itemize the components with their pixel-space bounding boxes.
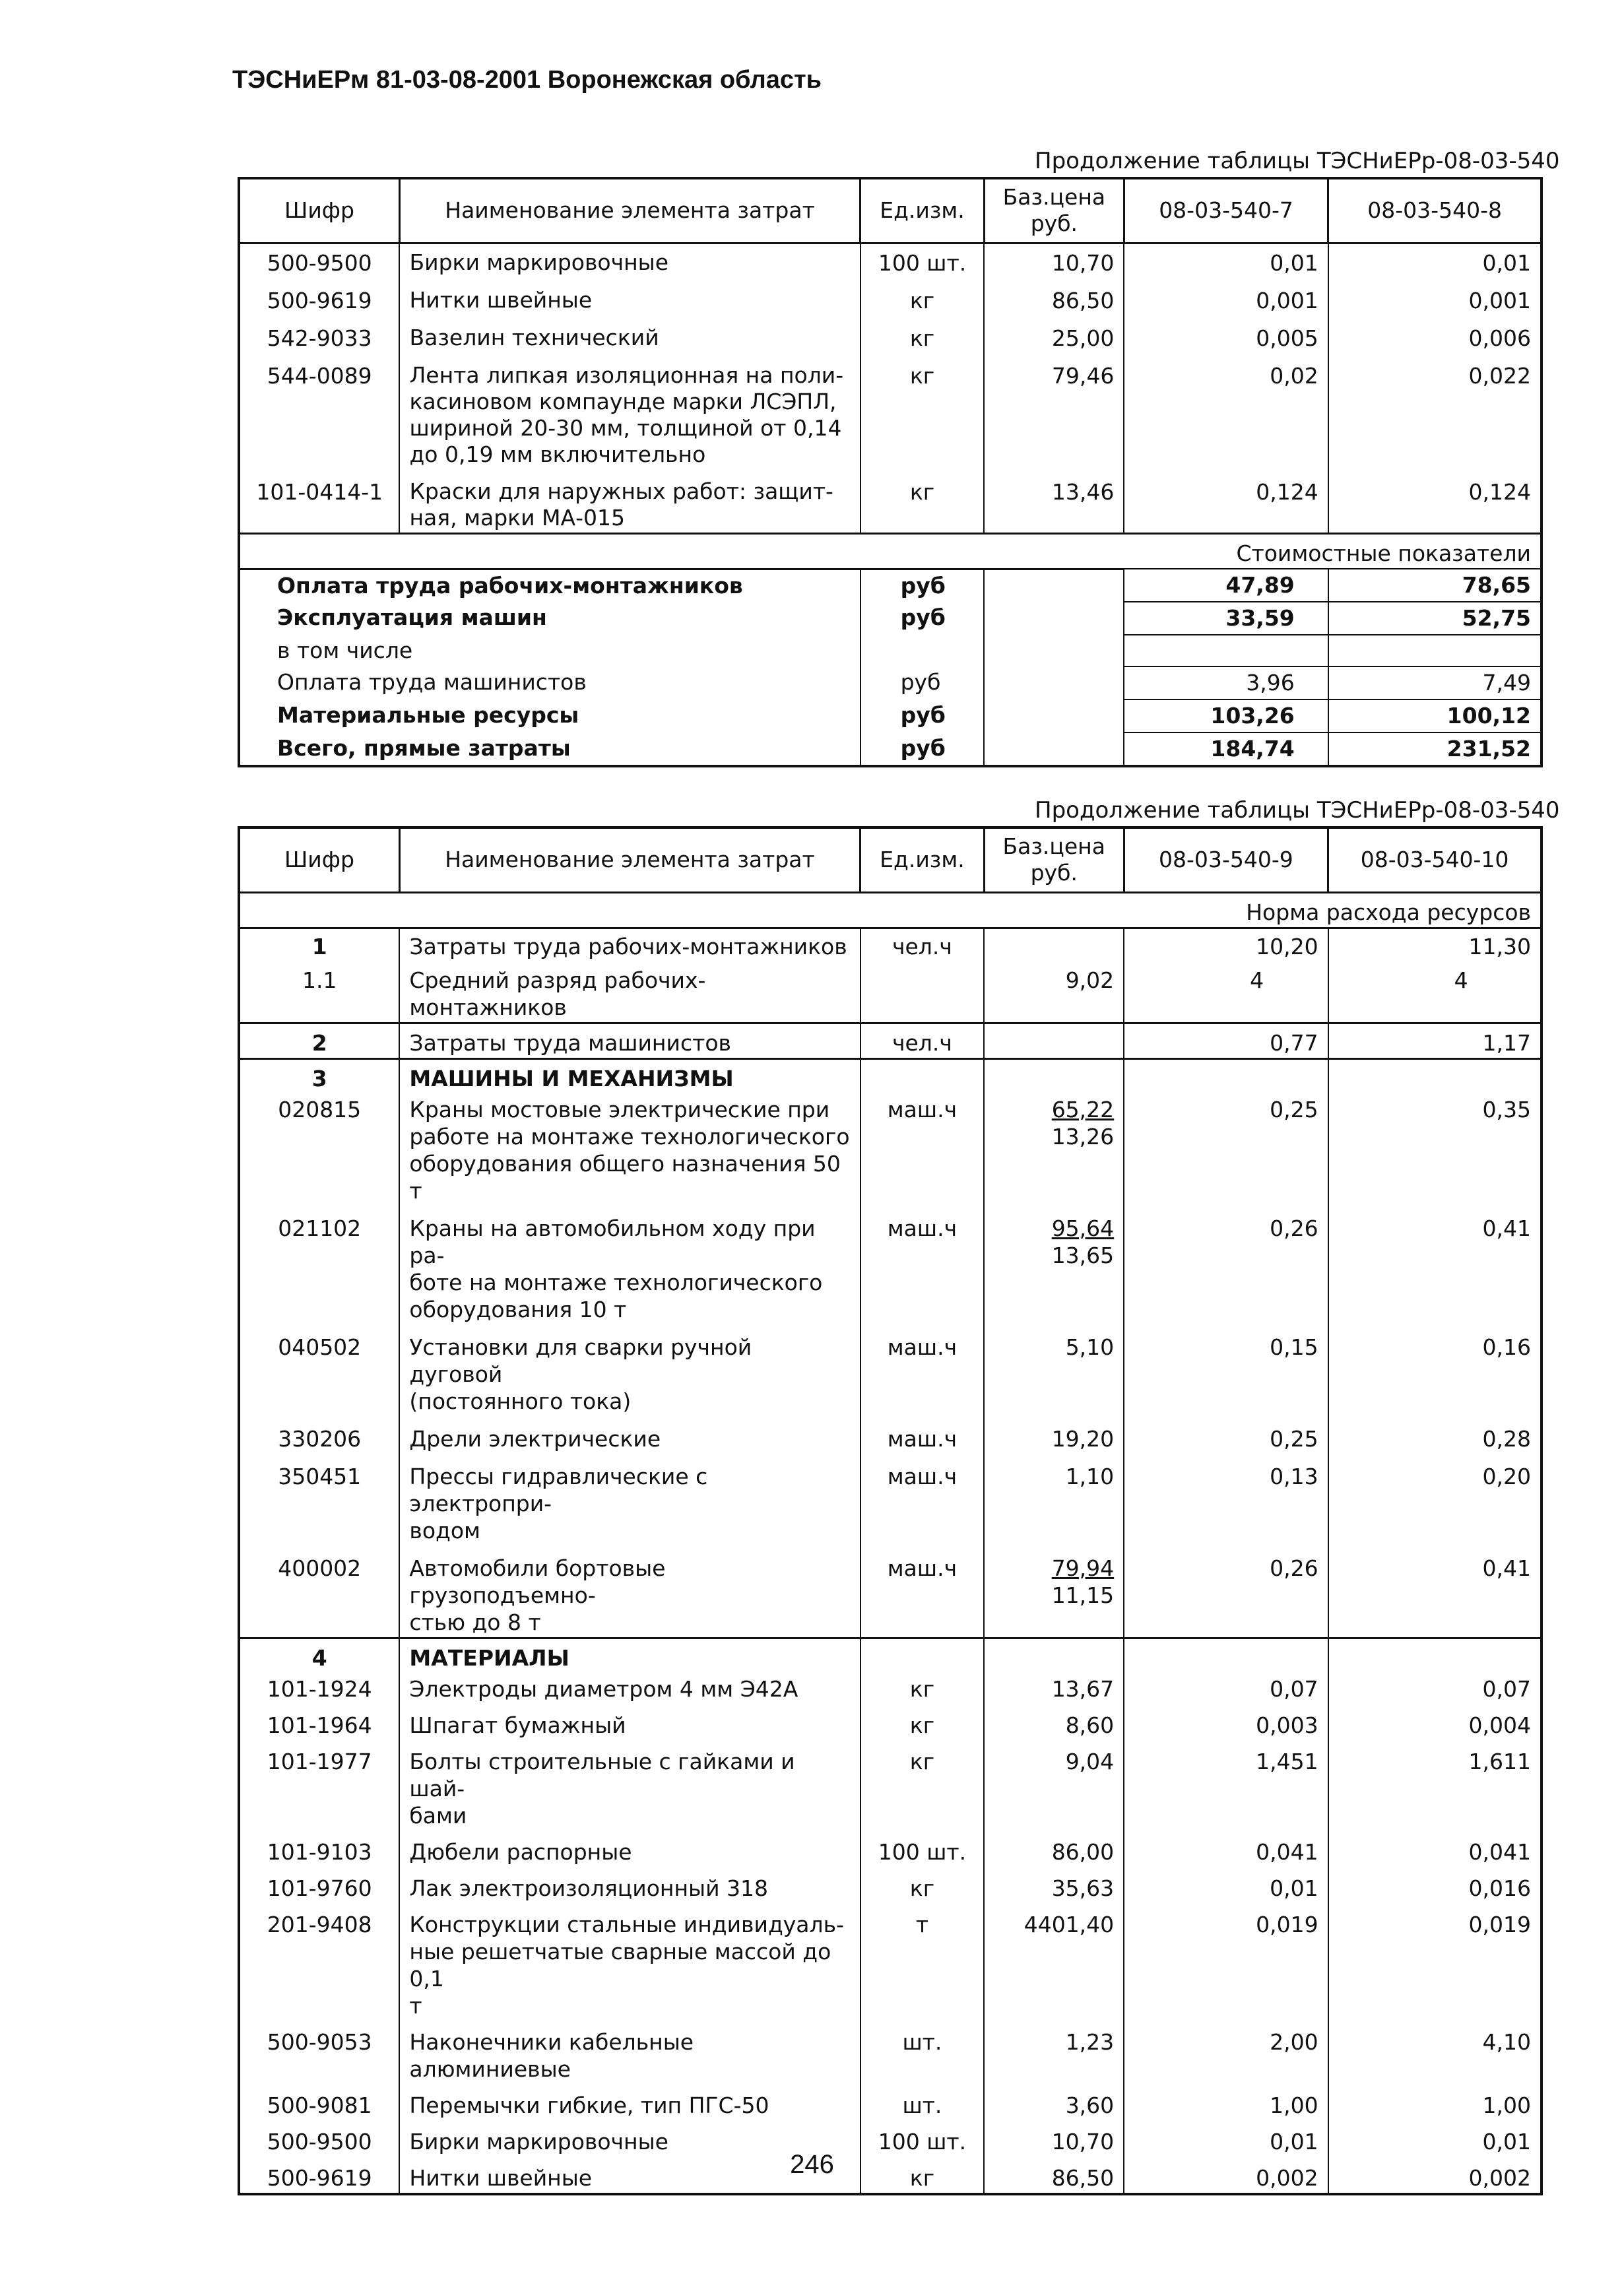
cell-unit: 100 шт. [861, 1831, 985, 1867]
cell-unit: маш.ч [861, 1206, 985, 1324]
cell-unit: кг [861, 2156, 985, 2194]
cell-value-2: 0,01 [1328, 243, 1542, 278]
cell-unit: чел.ч [861, 1023, 985, 1058]
cell-unit: маш.ч [861, 1545, 985, 1638]
cell-value-2: 0,004 [1328, 1704, 1542, 1740]
price-value: 13,67 [1051, 1675, 1115, 1702]
cell-unit: 100 шт. [861, 243, 985, 278]
table-row [239, 1867, 1542, 1903]
cell-unit: кг [861, 1673, 985, 1704]
col-name-header: Наименование элемента затрат [399, 827, 860, 892]
cell-name: Лента липкая изоляционная на поли- касиновом компаунде марки ЛСЭПЛ, шириной 20-30 мм, толщиной от 0,14 до 0,19 мм включительно [399, 353, 860, 469]
section-header-row [239, 1058, 1542, 1093]
cell-value-2: 0,41 [1328, 1206, 1542, 1324]
cell-name: Прессы гидравлические с электропри- водом [399, 1454, 860, 1545]
table2-caption: Продолжение таблицы ТЭСНиЕРр-08-03-540 [1035, 797, 1560, 824]
cell-unit: маш.ч [861, 1324, 985, 1416]
cost-name: Всего, прямые затраты [239, 732, 861, 766]
cell-value-1: 1,451 [1124, 1740, 1328, 1831]
cell-code: 544-0089 [239, 353, 399, 469]
cell-code: 500-9081 [239, 2084, 399, 2120]
cell-unit: 100 шт. [861, 2120, 985, 2156]
cell-value-2: 0,20 [1328, 1454, 1542, 1545]
cell-value-2: 11,30 [1328, 928, 1542, 961]
cell-price [984, 1416, 1124, 1454]
cell-value-2: 0,01 [1328, 2120, 1542, 2156]
cell-value-2: 4,10 [1328, 2021, 1542, 2084]
table1-header-row [239, 178, 1542, 243]
cell-name: Вазелин технический [399, 315, 860, 353]
cell-name: Средний разряд рабочих-монтажников [399, 961, 860, 1023]
col-code-header: Шифр [239, 827, 399, 892]
cell-code: 500-9619 [239, 278, 399, 315]
table-row [239, 928, 1542, 961]
cell-value-1: 0,26 [1124, 1545, 1328, 1638]
cost-row [239, 732, 1542, 766]
cost-price-empty [984, 635, 1124, 666]
cell-code: 1 [239, 928, 399, 961]
cost-value-2 [1328, 635, 1542, 666]
cell-name: Наконечники кабельные алюминиевые [399, 2021, 860, 2084]
cell-value-1: 0,001 [1124, 278, 1328, 315]
cell-unit: маш.ч [861, 1416, 985, 1454]
cost-price-empty [984, 666, 1124, 699]
cell-value-2: 4 [1328, 961, 1542, 1023]
cell-value-2: 0,07 [1328, 1673, 1542, 1704]
cell-unit: кг [861, 1740, 985, 1831]
cost-unit: руб [861, 732, 985, 766]
cell-name: Затраты труда машинистов [399, 1023, 860, 1058]
table-row [239, 1093, 1542, 1206]
price-value: 86,50 [1051, 2164, 1115, 2191]
cost-value-2: 100,12 [1328, 699, 1542, 732]
table1-caption: Продолжение таблицы ТЭСНиЕРр-08-03-540 [1035, 148, 1560, 174]
cost-row [239, 666, 1542, 699]
cell-name: Дрели электрические [399, 1416, 860, 1454]
price-value: 5,10 [1065, 1334, 1115, 1360]
cell-unit: кг [861, 469, 985, 534]
cell-value-1: 0,01 [1124, 243, 1328, 278]
cell-price [984, 1545, 1124, 1638]
cell-name: Автомобили бортовые грузоподъемно- стью до 8 т [399, 1545, 860, 1638]
cell-price [984, 1058, 1124, 1093]
cell-price [984, 1206, 1124, 1324]
cell-price: 10,70 [984, 243, 1124, 278]
cell-value-1 [1124, 1638, 1328, 1673]
table-row [239, 243, 1542, 278]
table1-cost-label-row [239, 533, 1542, 569]
cell-code: 1.1 [239, 961, 399, 1023]
cell-price [984, 1454, 1124, 1545]
cell-value-1: 0,124 [1124, 469, 1328, 534]
cell-unit [861, 1058, 985, 1093]
cell-price [984, 1638, 1124, 1673]
col-v2-header: 08-03-540-10 [1328, 827, 1542, 892]
price-value: 19,20 [1051, 1425, 1115, 1452]
cell-code: 500-9619 [239, 2156, 399, 2194]
cell-price [984, 1093, 1124, 1206]
cell-value-2: 0,022 [1328, 353, 1542, 469]
cost-price-empty [984, 569, 1124, 602]
cell-name: Лак электроизоляционный 318 [399, 1867, 860, 1903]
cell-value-2: 0,16 [1328, 1324, 1542, 1416]
cost-name: Материальные ресурсы [239, 699, 861, 732]
cost-indicators-label: Стоимостные показатели [239, 533, 1542, 569]
cost-price-empty [984, 732, 1124, 766]
table-row [239, 1903, 1542, 2021]
table-row [239, 1416, 1542, 1454]
cell-price [984, 2084, 1124, 2120]
cell-value-2: 1,00 [1328, 2084, 1542, 2120]
cell-value-1: 0,02 [1124, 353, 1328, 469]
cell-value-1: 2,00 [1124, 2021, 1328, 2084]
norm-label-row [239, 892, 1542, 928]
table-row [239, 1545, 1542, 1638]
cell-value-1: 0,01 [1124, 2120, 1328, 2156]
cell-value-1: 0,07 [1124, 1673, 1328, 1704]
table-row [239, 1206, 1542, 1324]
price-value: 1,10 [1065, 1463, 1115, 1489]
price-value: 10,70 [1051, 2128, 1115, 2155]
cell-value-1: 1,00 [1124, 2084, 1328, 2120]
cell-code: 350451 [239, 1454, 399, 1545]
price-value: 35,63 [1051, 1875, 1115, 1901]
table-row [239, 2084, 1542, 2120]
cell-unit: шт. [861, 2084, 985, 2120]
cell-unit: кг [861, 278, 985, 315]
cell-unit [861, 1638, 985, 1673]
col-unit-header: Ед.изм. [861, 827, 985, 892]
cell-name: Конструкции стальные индивидуаль- ные решетчатые сварные массой до 0,1 т [399, 1903, 860, 2021]
col-v1-header: 08-03-540-9 [1124, 827, 1328, 892]
cell-code: 101-1924 [239, 1673, 399, 1704]
page-number: 246 [790, 2150, 834, 2179]
cost-unit: руб [861, 569, 985, 602]
cell-code: 500-9500 [239, 243, 399, 278]
cell-price [984, 2021, 1124, 2084]
price-value: 79,94 [1051, 1555, 1115, 1581]
col-price-header: Баз.цена руб. [984, 827, 1124, 892]
cell-value-2: 0,35 [1328, 1093, 1542, 1206]
cost-value-1 [1124, 635, 1328, 666]
cell-code: 021102 [239, 1206, 399, 1324]
cell-name: Перемычки гибкие, тип ПГС-50 [399, 2084, 860, 2120]
cost-value-2: 231,52 [1328, 732, 1542, 766]
cell-price [984, 1673, 1124, 1704]
cell-value-2: 0,041 [1328, 1831, 1542, 1867]
cell-value-1: 0,26 [1124, 1206, 1328, 1324]
cell-code: 4 [239, 1638, 399, 1673]
cell-price: 25,00 [984, 315, 1124, 353]
table-row [239, 1704, 1542, 1740]
norm-label: Норма расхода ресурсов [239, 892, 1542, 928]
cell-unit: маш.ч [861, 1093, 985, 1206]
table-row [239, 1023, 1542, 1058]
cell-name: Шпагат бумажный [399, 1704, 860, 1740]
cell-name: МАШИНЫ И МЕХАНИЗМЫ [399, 1058, 860, 1093]
price-value: 65,22 [1051, 1096, 1115, 1122]
cost-value-1: 33,59 [1124, 602, 1328, 635]
page-header: ТЭСНиЕРм 81-03-08-2001 Воронежская область [232, 66, 822, 94]
col-unit-header: Ед.изм. [861, 178, 985, 243]
table-row [239, 1673, 1542, 1704]
price-operator-wage: 13,26 [1051, 1123, 1115, 1150]
cell-value-1: 0,77 [1124, 1023, 1328, 1058]
cell-code: 040502 [239, 1324, 399, 1416]
col-name-header: Наименование элемента затрат [399, 178, 860, 243]
cell-unit: т [861, 1903, 985, 2021]
cell-price [984, 1704, 1124, 1740]
table-row [239, 1740, 1542, 1831]
cell-value-1: 10,20 [1124, 928, 1328, 961]
cell-value-2: 0,28 [1328, 1416, 1542, 1454]
cost-price-empty [984, 699, 1124, 732]
table2-header-row [239, 827, 1542, 892]
cell-name: Затраты труда рабочих-монтажников [399, 928, 860, 961]
cost-value-2: 78,65 [1328, 569, 1542, 602]
cell-name: Краны мостовые электрические при работе на монтаже технологического оборудования общего назначения 50 т [399, 1093, 860, 1206]
price-value: 3,60 [1065, 2092, 1115, 2118]
table-row [239, 1831, 1542, 1867]
cell-price [984, 961, 1124, 1023]
cost-value-1: 184,74 [1124, 732, 1328, 766]
cell-code: 020815 [239, 1093, 399, 1206]
col-code-header: Шифр [239, 178, 399, 243]
cost-row [239, 569, 1542, 602]
cell-value-1: 0,019 [1124, 1903, 1328, 2021]
cell-value-1: 0,13 [1124, 1454, 1328, 1545]
cell-unit: шт. [861, 2021, 985, 2084]
cell-price [984, 1324, 1124, 1416]
cell-value-1: 4 [1124, 961, 1328, 1023]
cost-name: в том числе [239, 635, 861, 666]
resource-table-1 [238, 177, 1543, 767]
price-value: 86,00 [1051, 1838, 1115, 1865]
cell-price: 13,46 [984, 469, 1124, 534]
cell-name: МАТЕРИАЛЫ [399, 1638, 860, 1673]
cell-price [984, 1831, 1124, 1867]
cost-value-1: 47,89 [1124, 569, 1328, 602]
cell-value-2: 0,019 [1328, 1903, 1542, 2021]
cell-code: 201-9408 [239, 1903, 399, 2021]
cell-name: Нитки швейные [399, 278, 860, 315]
price-value: 8,60 [1065, 1712, 1115, 1738]
cell-value-2: 0,002 [1328, 2156, 1542, 2194]
cell-value-1: 0,15 [1124, 1324, 1328, 1416]
cell-value-1: 0,005 [1124, 315, 1328, 353]
cost-value-1: 103,26 [1124, 699, 1328, 732]
table-row [239, 469, 1542, 534]
cell-code: 500-9053 [239, 2021, 399, 2084]
price-value: 95,64 [1051, 1215, 1115, 1241]
cost-name: Оплата труда машинистов [239, 666, 861, 699]
cell-value-1: 0,041 [1124, 1831, 1328, 1867]
cell-code: 330206 [239, 1416, 399, 1454]
table-row [239, 1324, 1542, 1416]
col-price-header: Баз.цена руб. [984, 178, 1124, 243]
cell-price [984, 1903, 1124, 2021]
cell-value-2 [1328, 1638, 1542, 1673]
cell-code: 101-9103 [239, 1831, 399, 1867]
cell-value-2: 1,17 [1328, 1023, 1542, 1058]
cell-code: 101-0414-1 [239, 469, 399, 534]
cell-value-2: 0,124 [1328, 469, 1542, 534]
cell-price [984, 1740, 1124, 1831]
cell-name: Установки для сварки ручной дуговой (постоянного тока) [399, 1324, 860, 1416]
price-value: 9,02 [1065, 967, 1115, 993]
cost-row [239, 635, 1542, 666]
col-v2-header: 08-03-540-8 [1328, 178, 1542, 243]
cell-code: 3 [239, 1058, 399, 1093]
cell-price [984, 1023, 1124, 1058]
cost-unit [861, 635, 985, 666]
cell-name: Краны на автомобильном ходу при ра- боте на монтаже технологического оборудования 10 т [399, 1206, 860, 1324]
cell-value-1: 0,002 [1124, 2156, 1328, 2194]
cell-price: 79,46 [984, 353, 1124, 469]
cell-unit: кг [861, 353, 985, 469]
cost-value-2: 7,49 [1328, 666, 1542, 699]
cost-unit: руб [861, 666, 985, 699]
cost-row [239, 699, 1542, 732]
table-row [239, 1454, 1542, 1545]
cell-value-1: 0,25 [1124, 1093, 1328, 1206]
section-header-row [239, 1638, 1542, 1673]
cell-code: 500-9500 [239, 2120, 399, 2156]
cell-value-2: 0,001 [1328, 278, 1542, 315]
cell-name: Краски для наружных работ: защит- ная, марки МА-015 [399, 469, 860, 534]
table-row [239, 2021, 1542, 2084]
cost-name: Оплата труда рабочих-монтажников [239, 569, 861, 602]
price-value: 9,04 [1065, 1748, 1115, 1774]
cost-value-2: 52,75 [1328, 602, 1542, 635]
table-row [239, 278, 1542, 315]
cell-code: 101-9760 [239, 1867, 399, 1903]
cell-code: 101-1977 [239, 1740, 399, 1831]
table-row [239, 961, 1542, 1023]
cell-name: Дюбели распорные [399, 1831, 860, 1867]
cell-price [984, 1867, 1124, 1903]
cell-value-1: 0,25 [1124, 1416, 1328, 1454]
cell-name: Болты строительные с гайками и шай- бами [399, 1740, 860, 1831]
cell-code: 101-1964 [239, 1704, 399, 1740]
cell-value-2: 0,006 [1328, 315, 1542, 353]
cost-name: Эксплуатация машин [239, 602, 861, 635]
cell-name: Бирки маркировочные [399, 243, 860, 278]
cell-code: 542-9033 [239, 315, 399, 353]
cell-value-2 [1328, 1058, 1542, 1093]
cell-value-2: 1,611 [1328, 1740, 1542, 1831]
cell-price: 86,50 [984, 278, 1124, 315]
cell-name: Электроды диаметром 4 мм Э42А [399, 1673, 860, 1704]
cost-unit: руб [861, 699, 985, 732]
cost-price-empty [984, 602, 1124, 635]
cell-value-1: 0,01 [1124, 1867, 1328, 1903]
cell-name: Бирки маркировочные [399, 2120, 860, 2156]
cell-unit: кг [861, 1867, 985, 1903]
col-v1-header: 08-03-540-7 [1124, 178, 1328, 243]
cell-unit [861, 961, 985, 1023]
cell-value-2: 0,016 [1328, 1867, 1542, 1903]
cell-name: Нитки швейные [399, 2156, 860, 2194]
cell-value-1 [1124, 1058, 1328, 1093]
table-row [239, 353, 1542, 469]
cost-unit: руб [861, 602, 985, 635]
cost-row [239, 602, 1542, 635]
cell-price [984, 928, 1124, 961]
price-operator-wage: 13,65 [1051, 1242, 1115, 1268]
price-operator-wage: 11,15 [1051, 1582, 1115, 1608]
resource-table-2 [238, 826, 1543, 2195]
table-row [239, 315, 1542, 353]
cell-unit: кг [861, 315, 985, 353]
cell-unit: чел.ч [861, 928, 985, 961]
price-value: 1,23 [1065, 2028, 1115, 2055]
cell-code: 400002 [239, 1545, 399, 1638]
cell-unit: маш.ч [861, 1454, 985, 1545]
cell-value-2: 0,41 [1328, 1545, 1542, 1638]
cell-value-1: 0,003 [1124, 1704, 1328, 1740]
cost-value-1: 3,96 [1124, 666, 1328, 699]
cell-unit: кг [861, 1704, 985, 1740]
price-value: 4401,40 [1023, 1911, 1115, 1937]
cell-code: 2 [239, 1023, 399, 1058]
